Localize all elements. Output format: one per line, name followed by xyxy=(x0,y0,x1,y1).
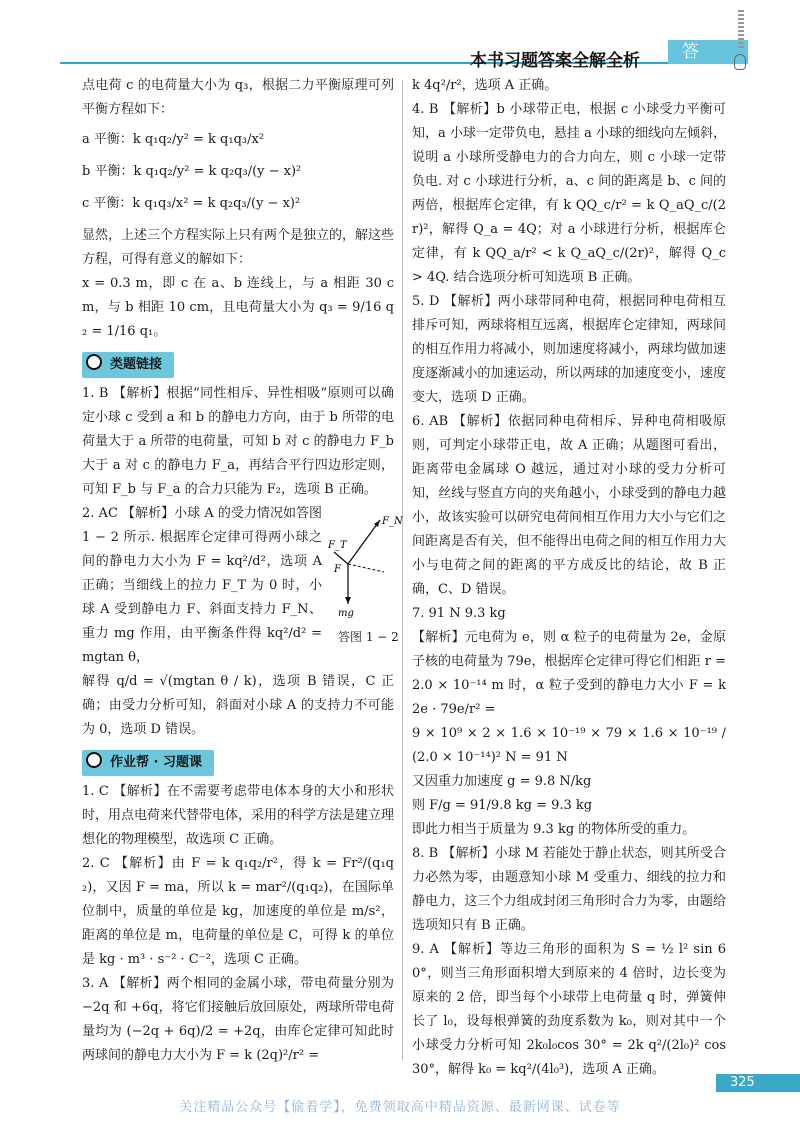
answer-line: 又因重力加速度 g = 9.8 N/kg xyxy=(412,774,592,789)
label-f: F xyxy=(334,564,341,575)
equation: 则 F/g = 91/9.8 kg = 9.3 kg xyxy=(412,798,593,813)
right-column xyxy=(412,74,726,1082)
answer-item-cont: k 4q²/r²，选项 A 正确。 xyxy=(412,78,558,93)
lamp-cord-icon xyxy=(738,10,744,50)
section-badge: 类题链接 xyxy=(82,352,174,378)
intro-paragraph-2: 显然，上述三个方程实际上只有两个是独立的，解这些方程，可得有意义的解如下： xyxy=(82,228,395,267)
header-title: 本书习题答案全解全析 xyxy=(470,51,640,71)
equation-b: b 平衡：k q₁q₂/y² = k q₂q₃/(y − x)² xyxy=(82,164,302,179)
intro-paragraph-3: x = 0.3 m，即 c 在 a、b 连线上，与 a 相距 30 cm，与 b 相距 10 cm，且电荷量大小为 q₃ = 9/16 q₂ = 1/16 q₁。 xyxy=(82,276,394,339)
section-heading-related xyxy=(82,352,394,378)
answer-item-cont: 解得 q/d = √(mgtan θ / k)，选项 B 错误，C 正确；由受力分析可知，斜面对小球 A 的支持力不可能为 0，选项 D 错误。 xyxy=(82,674,394,737)
answer-item: 9. A 【解析】等边三角形的面积为 S = ½ l² sin 60°，则当三角形面积增大到原来的 4 倍时，边长变为原来的 2 倍，即当每个小球带上电荷量 q 时，弹簧伸长了 l₀，设每根弹簧的劲度系数为 k₀，则对其中一个小球受力分析可知 2k₀l₀cos 30° = 2k q²/(2l₀)² cos 30°，解得 k₀ = kq²/(4l₀³)，选项 A 正确。 xyxy=(412,942,726,1077)
equation: 9 × 10⁹ × 2 × 1.6 × 10⁻¹⁹ × 79 × 1.6 × 10⁻¹⁹ / (2.0 × 10⁻¹⁴)² N = 91 N xyxy=(412,726,726,765)
answer-item: 2. AC 【解析】小球 A 的受力情况如答图 1 − 2 所示. 根据库仑定律可得两小球之间的静电力大小为 F = kq²/d²，选项 A 正确；当细线上的拉力 F_T 为 0 时，小球 A 受到静电力 F、斜面支持力 F_N、重力 mg 作用，由平衡条件得 kq²/d² = mgtan θ， xyxy=(82,506,322,665)
column-divider xyxy=(402,80,403,1060)
label-mg: mg xyxy=(338,608,354,619)
answer-item: 2. C 【解析】由 F = k q₁q₂/r²，得 k = Fr²/(q₁q₂)，又因 F = ma，所以 k = mar²/(q₁q₂)，在国际单位制中，质量的单位是 kg，加速度的单位是 m/s²，距离的单位是 m，电荷量的单位是 C，可得 k 的单位是 kg · m³ · s⁻² · C⁻²，选项 C 正确。 xyxy=(82,856,394,967)
light-bulb-icon xyxy=(734,54,746,70)
answer-item: 7. 91 N 9.3 kg xyxy=(412,606,506,621)
answer-item: 5. D 【解析】两小球带同种电荷，根据同种电荷相互排斥可知，两球将相互远离，根据库仑定律知，两球间的相互作用力将减小，则加速度将减小，两球均做加速度逐渐减小的加速运动，所以两球的加速度变小，速度变大，选项 D 正确。 xyxy=(412,294,726,405)
equation-a: a 平衡：k q₁q₂/y² = k q₁q₃/x² xyxy=(82,132,265,147)
label-fn: F_N xyxy=(382,516,403,527)
answer-item: 6. AB 【解析】依据同种电荷相斥、异种电荷相吸原则，可判定小球带正电，故 A 正确；从题图可看出，距离带电金属球 O 越远，通过对小球的受力分析可知，丝线与竖直方向的夹角越小，小球受到的静电力越小，故该实验可以研究电荷间相互作用力大小与它们之间距离是否有关，但不能得出电荷之间的相互作用力大小与电荷之间的距离的平方成反比的结论，故 B 正确，C、D 错误。 xyxy=(412,414,726,597)
footer-notice: 关注精品公众号【偷着学】，免费领取高中精品资源、最新网课、试卷等 xyxy=(179,1100,621,1115)
force-diagram xyxy=(328,512,403,622)
header-tab: 答 案 xyxy=(668,40,748,64)
page-number: 325 xyxy=(716,1074,800,1092)
equation-c: c 平衡：k q₁q₃/x² = k q₂q₃/(y − x)² xyxy=(82,196,301,211)
answer-item: 【解析】元电荷为 e，则 α 粒子的电荷量为 2e，金原子核的电荷量为 79e，根据库仑定律可得它们相距 r = 2.0 × 10⁻¹⁴ m 时，α 粒子受到的静电力大小 F = k 2e · 79e/r² = xyxy=(412,630,726,717)
figure-caption: 答图 1 − 2 xyxy=(338,630,399,644)
answer-item: 3. A 【解析】两个相同的金属小球，带电荷量分别为 −2q 和 +6q，将它们接触后放回原处，两球所带电荷量均为 (−2q + 6q)/2 = +2q，由库仑定律可知此时两球间的静电力大小为 F = k (2q)²/r² = xyxy=(82,976,394,1063)
answer-item: 8. B 【解析】小球 M 若能处于静止状态，则其所受合力必然为零，由题意知小球 M 受重力、细线的拉力和静电力，这三个力组成封闭三角形时合力为零，由题给选项知只有 B 正确。 xyxy=(412,846,726,933)
answer-item: 1. B 【解析】根据“同性相斥、异性相吸”原则可以确定小球 c 受到 a 和 b 的静电力方向，由于 b 所带的电荷量大于 a 所带的电荷量，可知 b 对 c 的静电力 F_b 大于 a 对 c 的静电力 F_a，再结合平行四边形定则，可知 F_b 与 F_a 的合力只能为 F₂，选项 B 正确。 xyxy=(82,386,394,497)
answer-line: 即此力相当于质量为 9.3 kg 的物体所受的重力。 xyxy=(412,822,696,837)
answer-item: 4. B 【解析】b 小球带正电，根据 c 小球受力平衡可知，a 小球一定带负电，悬挂 a 小球的细线向左倾斜，说明 a 小球所受静电力的合力向左，则 c 小球一定带负电. 对 c 小球进行分析，a、c 间的距离是 b、c 间的两倍，根据库仑定律，有 k QQ_c/r² = k Q_aQ_c/(2r)²，解得 Q_a = 4Q；对 a 小球进行分析，根据库仑定律，有 k QQ_a/r² < k Q_aQ_c/(2r)²，解得 Q_c > 4Q. 结合选项分析可知选项 B 正确。 xyxy=(412,102,726,285)
label-ft: F_T xyxy=(328,540,347,551)
intro-paragraph: 点电荷 c 的电荷量大小为 q₃，根据二力平衡原理可列平衡方程如下： xyxy=(82,78,394,117)
answer-item: 1. C 【解析】在不需要考虑带电体本身的大小和形状时，用点电荷来代替带电体，采用的科学方法是建立理想化的物理模型，故选项 C 正确。 xyxy=(82,784,395,847)
section-badge: 作业帮 · 习题课 xyxy=(82,750,214,776)
section-heading-homework xyxy=(82,750,394,776)
